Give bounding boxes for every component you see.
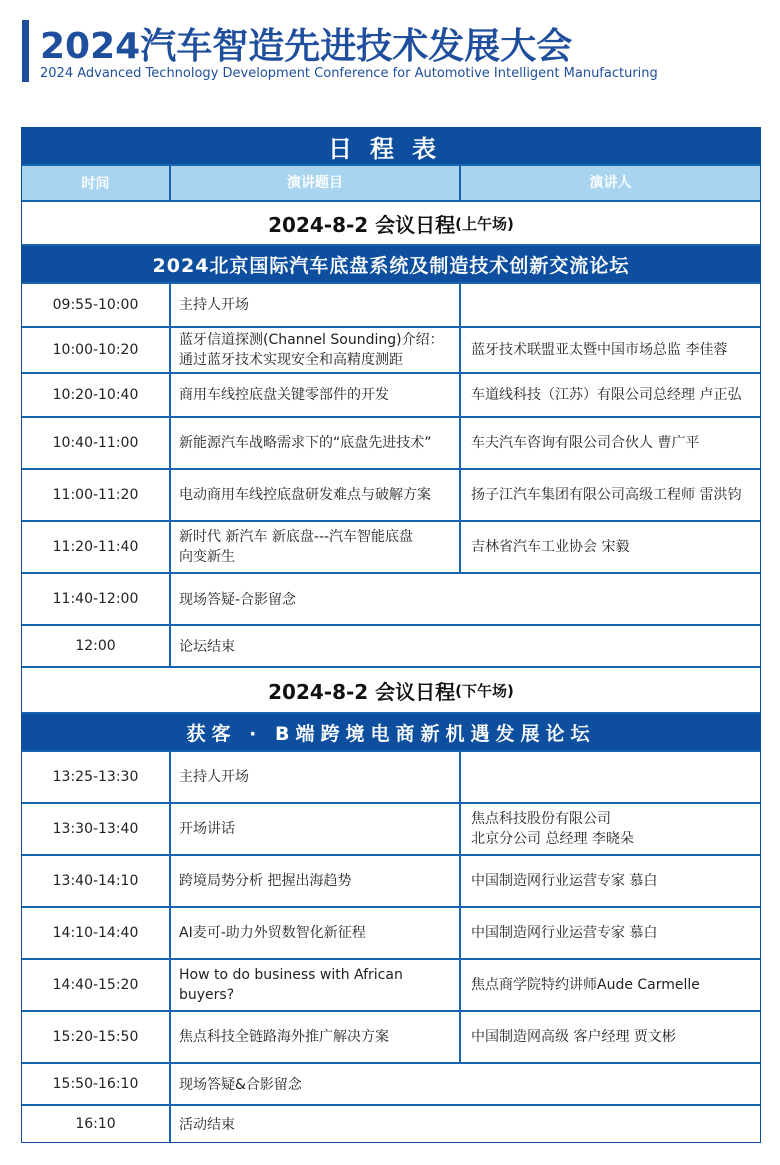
morning-date	[22, 202, 760, 244]
time-cell: 13:40-14:10	[22, 856, 171, 906]
page-subtitle: 2024 Advanced Technology Development Conference for Automotive Intelligent Manufacturing	[40, 66, 658, 81]
time-cell: 13:25-13:30	[22, 752, 171, 802]
table-row	[22, 326, 760, 372]
table-row	[22, 854, 760, 906]
time-cell: 10:40-11:00	[22, 418, 171, 468]
table-row	[22, 372, 760, 416]
schedule-banner-row	[22, 128, 760, 164]
speaker-cell: 中国制造网行业运营专家 慕白	[471, 925, 658, 941]
page-header	[22, 14, 762, 82]
morning-forum-row	[22, 244, 760, 282]
speaker-cell: 扬子江汽车集团有限公司高级工程师 雷洪钧	[471, 487, 742, 503]
time-cell: 09:55-10:00	[22, 284, 171, 326]
speaker-cell: 蓝牙技术联盟亚太暨中国市场总监 李佳蓉	[471, 342, 728, 358]
morning-date-text: 2024-8-2 会议日程	[268, 212, 456, 237]
topic-cell	[171, 522, 461, 572]
page-title: 2024汽车智造先进技术发展大会	[40, 26, 573, 67]
time-cell: 11:20-11:40	[22, 522, 171, 572]
table-row	[22, 520, 760, 572]
topic-cell: How to do business with African buyers?	[171, 960, 461, 1010]
table-row	[22, 624, 760, 666]
morning-date-row	[22, 200, 760, 244]
speaker-cell: 中国制造网高级 客户经理 贾文彬	[471, 1029, 676, 1045]
table-row	[22, 572, 760, 624]
time-cell: 15:20-15:50	[22, 1012, 171, 1062]
table-row	[22, 750, 760, 802]
table-row	[22, 416, 760, 468]
time-cell: 12:00	[22, 626, 171, 666]
table-row	[22, 906, 760, 958]
topic-cell: AI麦可-助力外贸数智化新征程	[171, 908, 461, 958]
col-header-time: 时间	[22, 166, 171, 200]
table-row	[22, 1010, 760, 1062]
table-row	[22, 282, 760, 326]
time-cell: 13:30-13:40	[22, 804, 171, 854]
table-row	[22, 1062, 760, 1104]
topic-cell: 商用车线控底盘关键零部件的开发	[171, 374, 461, 416]
topic-cell: 论坛结束	[179, 639, 235, 655]
time-cell: 11:00-11:20	[22, 470, 171, 520]
topic-cell: 现场答疑&合影留念	[179, 1077, 302, 1093]
time-cell: 14:10-14:40	[22, 908, 171, 958]
time-cell: 15:50-16:10	[22, 1064, 171, 1104]
speaker-cell: 焦点商学院特约讲师Aude Carmelle	[471, 977, 700, 993]
morning-forum-title: 2024北京国际汽车底盘系统及制造技术创新交流论坛	[22, 246, 760, 282]
schedule-banner: 日程表	[22, 128, 760, 164]
header-accent-bar	[22, 20, 29, 82]
speaker-line-2: 北京分公司 总经理 李晓朵	[471, 831, 634, 847]
time-cell: 10:20-10:40	[22, 374, 171, 416]
speaker-cell	[461, 752, 760, 802]
topic-cell	[171, 328, 461, 372]
topic-cell: 活动结束	[179, 1117, 235, 1133]
afternoon-date	[22, 668, 760, 712]
topic-line-1: 新时代 新汽车 新底盘---汽车智能底盘	[179, 529, 414, 545]
topic-cell: 主持人开场	[171, 752, 461, 802]
schedule-table	[21, 127, 761, 1143]
afternoon-date-row	[22, 666, 760, 712]
table-row	[22, 1104, 760, 1142]
topic-line-2: 向变新生	[179, 549, 235, 565]
afternoon-forum-row	[22, 712, 760, 750]
time-cell: 16:10	[22, 1106, 171, 1142]
time-cell: 14:40-15:20	[22, 960, 171, 1010]
speaker-line-1: 焦点科技股份有限公司	[471, 811, 611, 827]
topic-cell: 焦点科技全链路海外推广解决方案	[171, 1012, 461, 1062]
morning-session-label: (上午场)	[455, 214, 514, 233]
column-header-row	[22, 164, 760, 200]
afternoon-date-text: 2024-8-2 会议日程	[268, 679, 456, 704]
col-header-topic: 演讲题目	[171, 166, 461, 200]
table-row	[22, 468, 760, 520]
speaker-cell: 车道线科技（江苏）有限公司总经理 卢正弘	[471, 387, 742, 403]
topic-cell: 现场答疑-合影留念	[179, 592, 297, 608]
afternoon-session-label: (下午场)	[455, 681, 514, 700]
table-row	[22, 958, 760, 1010]
time-cell: 10:00-10:20	[22, 328, 171, 372]
topic-line-1: 蓝牙信道探测(Channel Sounding)介绍：	[179, 332, 444, 348]
topic-cell: 开场讲话	[171, 804, 461, 854]
topic-line-2: 通过蓝牙技术实现安全和高精度测距	[179, 352, 403, 368]
afternoon-forum-title: 获客 · B端跨境电商新机遇发展论坛	[22, 714, 760, 750]
topic-cell: 电动商用车线控底盘研发难点与破解方案	[171, 470, 461, 520]
speaker-cell	[461, 804, 760, 854]
topic-cell: 新能源汽车战略需求下的“底盘先进技术”	[171, 418, 461, 468]
speaker-cell: 中国制造网行业运营专家 慕白	[471, 873, 658, 889]
time-cell: 11:40-12:00	[22, 574, 171, 624]
speaker-cell: 车夫汽车咨询有限公司合伙人 曹广平	[471, 435, 700, 451]
speaker-cell	[461, 284, 760, 326]
table-row	[22, 802, 760, 854]
topic-cell: 主持人开场	[171, 284, 461, 326]
speaker-cell: 吉林省汽车工业协会 宋毅	[471, 539, 630, 555]
topic-cell: 跨境局势分析 把握出海趋势	[171, 856, 461, 906]
col-header-speaker: 演讲人	[589, 175, 632, 191]
